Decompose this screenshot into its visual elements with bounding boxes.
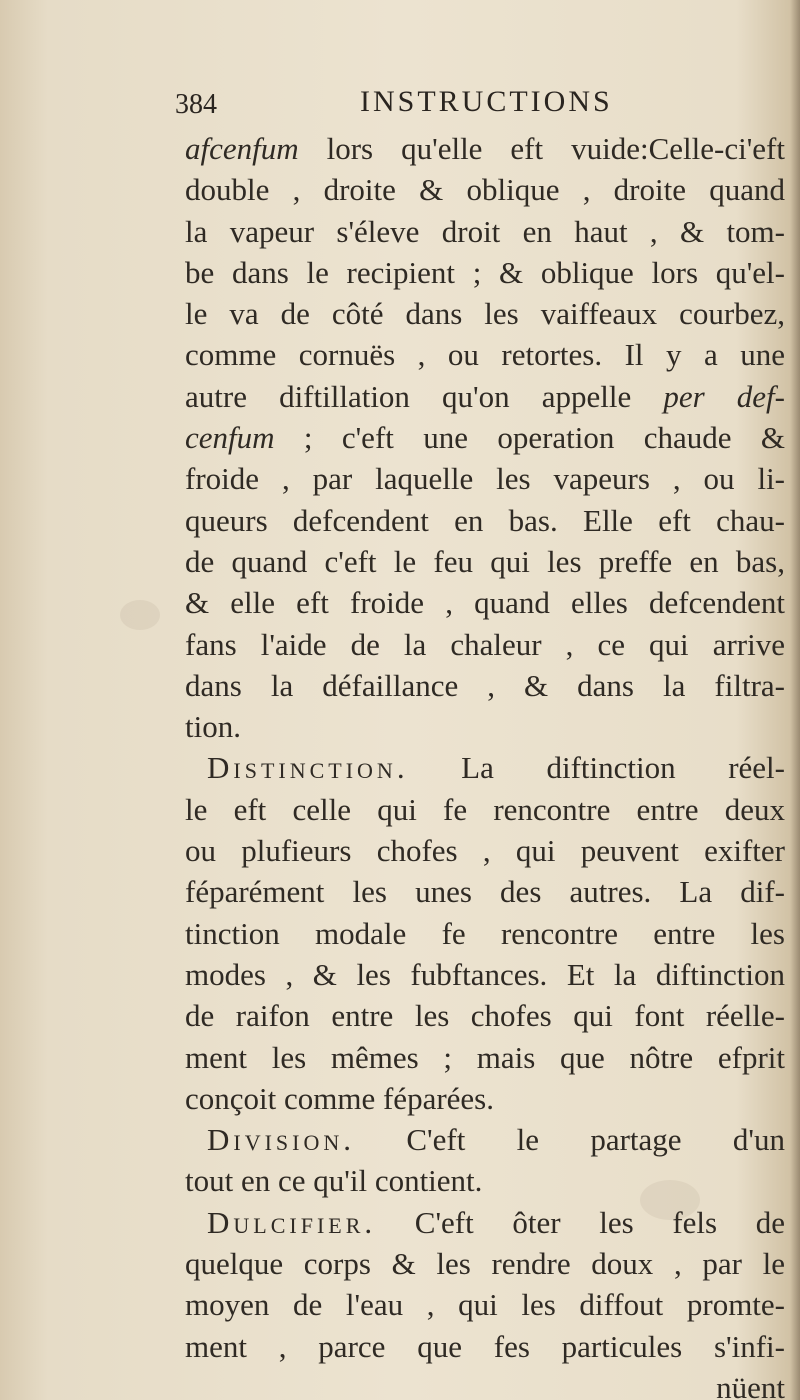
text-span: de raifon entre les chofes qui font réelle- [185,998,785,1034]
text-line [185,334,785,375]
text-span: C'eft le partage d'un [355,1122,785,1158]
text-line [185,1326,785,1367]
text-span: de quand c'eft le feu qui les preffe en bas, [185,543,785,579]
text-line [185,995,785,1036]
text-span: la vapeur s'éleve droit en haut , & tom- [185,213,785,249]
text-span: lors qu'elle eft vuide:Celle-ci'eft [298,131,785,166]
text-span: tion. [185,709,241,745]
text-span: ou plufieurs chofes , qui peuvent exifter [185,833,785,869]
text-span: conçoit comme féparées. [185,1080,494,1116]
text-line [185,706,785,747]
text-line [185,169,785,210]
italic-term: cenfum [185,420,275,456]
text-span: froide , par laquelle les vapeurs , ou li- [185,461,785,497]
text-line [185,417,785,458]
text-span: féparément les unes des autres. La dif- [185,874,785,910]
text-line [185,128,785,169]
text-line [185,1284,785,1325]
text-line [185,541,785,582]
text-line [185,293,785,334]
text-span: be dans le recipient ; & oblique lors qu'el- [185,254,785,290]
text-span: queurs defcendent en bas. Elle eft chau- [185,502,785,538]
text-line [185,830,785,871]
entry-term: Distinction. [207,750,409,786]
entry-term: Dulcifier. [207,1204,377,1240]
text-span: ; c'eft une operation chaude & [274,420,785,456]
text-span: comme cornuës , ou retortes. Il y a une [185,337,785,373]
text-span: ment les mêmes ; mais que nôtre efprit [185,1039,785,1075]
running-head: INSTRUCTIONS [360,85,613,118]
text-line [185,458,785,499]
text-line [185,747,785,788]
text-span: double , droite & oblique , droite quand [185,172,785,208]
text-line [185,1119,785,1160]
text-line [185,582,785,623]
text-line [185,789,785,830]
text-line [185,1202,785,1243]
page-number: 384 [175,89,217,120]
italic-term: afcenfum [185,131,299,166]
paper-stain [120,600,160,630]
text-line [185,500,785,541]
text-line [185,376,785,417]
text-line [185,252,785,293]
text-line [185,211,785,252]
text-line [185,913,785,954]
text-line [185,1160,785,1201]
text-line [185,665,785,706]
text-span: moyen de l'eau , qui les diffout promte- [185,1287,785,1323]
text-span: autre diftillation qu'on appelle [185,378,664,414]
text-span: fans l'aide de la chaleur , ce qui arrive [185,626,785,662]
text-line [185,1078,785,1119]
text-span: La diftinction réel- [408,750,785,786]
text-span: C'eft ôter les fels de [376,1204,785,1240]
text-span: modes , & les fubftances. Et la diftinction [185,956,785,992]
text-span: le eft celle qui fe rencontre entre deux [185,791,785,827]
text-span: ment , parce que fes particules s'infi- [185,1328,785,1364]
text-line [185,871,785,912]
text-span: le va de côté dans les vaiffeaux courbez, [185,296,785,332]
text-span: nüent [716,1369,785,1400]
text-line [185,1037,785,1078]
text-line [185,1367,785,1400]
entry-term: Division. [207,1122,356,1158]
text-line [185,1243,785,1284]
italic-term: per def- [663,378,785,414]
text-line [185,624,785,665]
text-span: quelque corps & les rendre doux , par le [185,1246,785,1282]
text-span: tout en ce qu'il contient. [185,1163,483,1199]
text-span: tinction modale fe rencontre entre les [185,915,785,951]
text-span: dans la défaillance , & dans la filtra- [185,667,785,703]
body-text [185,128,785,1400]
text-span: & elle eft froide , quand elles defcendent [185,585,785,621]
page-header [175,85,755,125]
text-line [185,954,785,995]
